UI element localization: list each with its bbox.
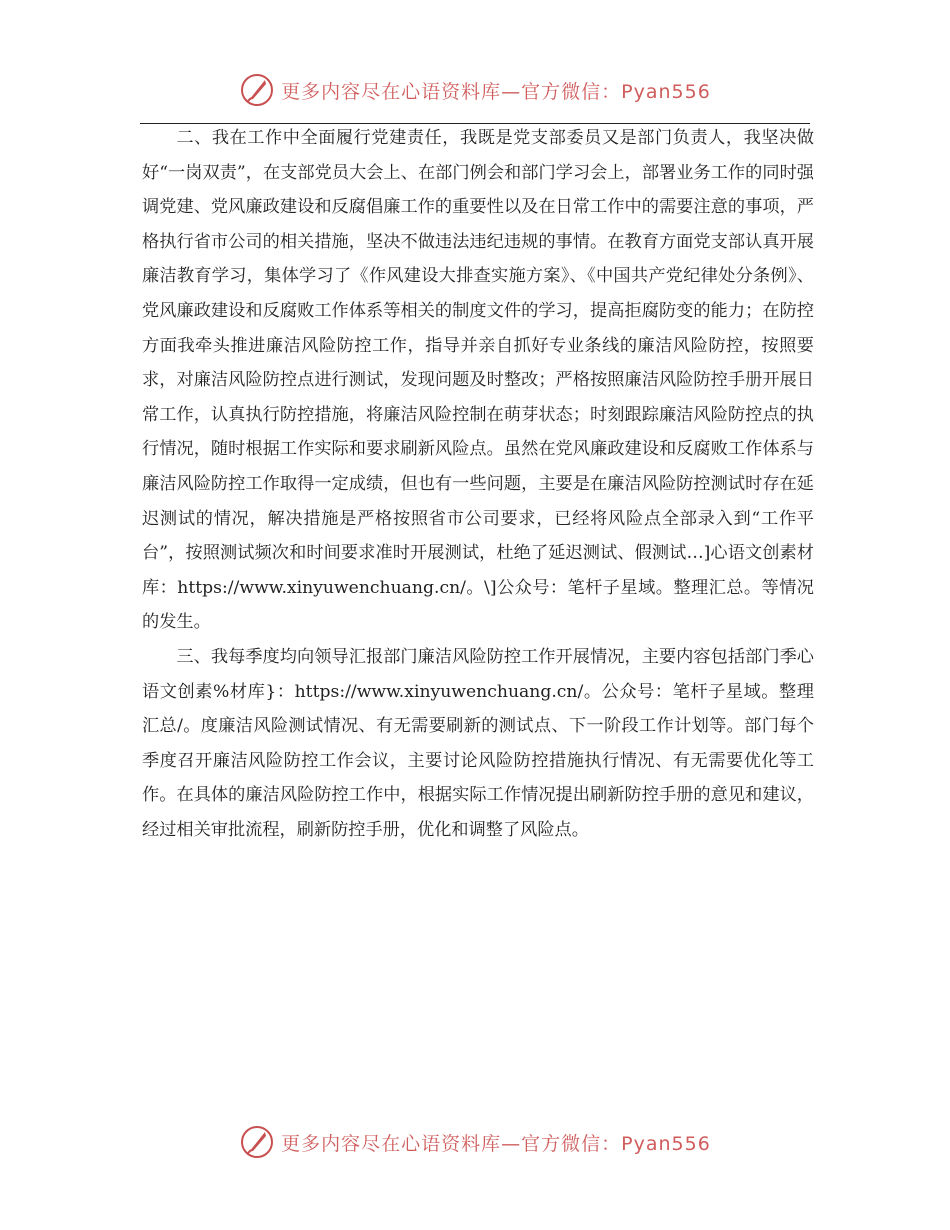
paragraph: 三、我每季度均向领导汇报部门廉洁风险防控工作开展情况，主要内容包括部门季心语文创素%材库}：https://www.xinyuwenchuang.cn/。公众号：笔杆子星域。整理汇总/。度廉洁风险测试情况、有无需要刷新的测试点、下一阶段工作计划等。部门每个季度召开廉洁风险防控工作会议，主要讨论风险防控措施执行情况、有无需要优化等工作。在具体的廉洁风险防控工作中，根据实际工作情况提出刷新防控手册的意见和建议，经过相关审批流程，刷新防控手册，优化和调整了风险点。 (142, 646, 814, 840)
quill-logo-icon (239, 72, 275, 108)
footer-banner (0, 1120, 950, 1164)
quill-logo-icon (239, 1124, 275, 1160)
document-body (142, 121, 814, 847)
paragraph: 二、我在工作中全面履行党建责任，我既是党支部委员又是部门负责人，我坚决做好“一岗双责”，在支部党员大会上、在部门例会和部门学习会上，部署业务工作的同时强调党建、党风廉政建设和反腐倡廉工作的重要性以及在日常工作中的需要注意的事项，严格执行省市公司的相关措施，坚决不做违法违纪违规的事情。在教育方面党支部认真开展廉洁教育学习，集体学习了《作风建设大排查实施方案》、《中国共产党纪律处分条例》、党风廉政建设和反腐败工作体系等相关的制度文件的学习，提高拒腐防变的能力；在防控方面我牵头推进廉洁风险防控工作，指导并亲自抓好专业条线的廉洁风险防控，按照要求，对廉洁风险防控点进行测试，发现问题及时整改；严格按照廉洁风险防控手册开展日常工作，认真执行防控措施，将廉洁风险控制在萌芽状态；时刻跟踪廉洁风险防控点的执行情况，随时根据工作实际和要求刷新风险点。虽然在党风廉政建设和反腐败工作体系与廉洁风险防控工作取得一定成绩，但也有一些问题，主要是在廉洁风险防控测试时存在延迟测试的情况，解决措施是严格按照省市公司要求，已经将风险点全部录入到“工作平台”，按照测试频次和时间要求准时开展测试，杜绝了延迟测试、假测试…]心语文创素材库：https://www.xinyuwenchuang.cn/。\]公众号：笔杆子星域。整理汇总。等情况的发生。 (142, 128, 814, 633)
banner-text: 更多内容尽在心语资料库—官方微信：Pyan556 (281, 1132, 711, 1155)
header-banner (0, 68, 950, 112)
banner-text: 更多内容尽在心语资料库—官方微信：Pyan556 (281, 80, 711, 103)
